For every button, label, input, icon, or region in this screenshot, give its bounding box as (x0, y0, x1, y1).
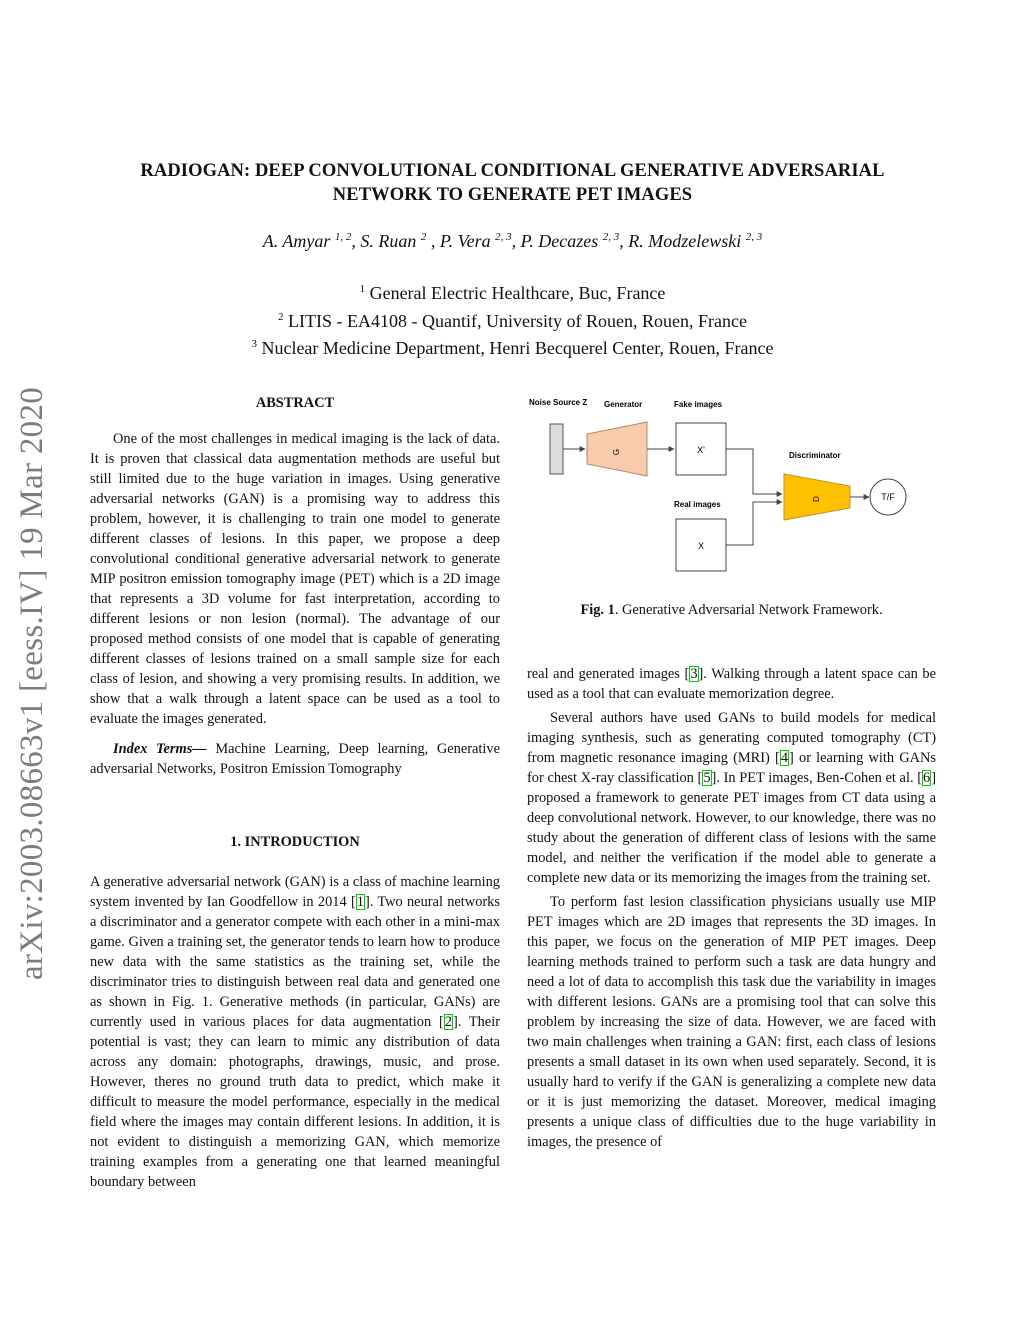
text-run: ]. Their potential is vast; they can learn to mimic any distribution of data across any domain: photographs, drawings, music, and prose. However, theres no ground truth data to predict, which make it difficult to measure the model performance, especially in the medical field where the images may contain different lesions. In addition, it is not evident to distinguish a memorizing GAN, which memorize training examples from a generating one that learned meaningful boundary between (90, 1014, 500, 1190)
text-run: Several authors have used GANs to build models for medical imaging synthesis, such as generating computed tomography (CT) from magnetic resonance imaging (MRI) [ (527, 710, 936, 766)
text-run: ]. In PET images, Ben-Cohen et al. [ (711, 770, 923, 786)
noise-source-block (550, 424, 563, 474)
affiliation-text: General Electric Healthcare, Buc, France (369, 283, 666, 303)
index-terms-label: Index Terms— (113, 741, 207, 757)
author-affil: 1, 2 (334, 231, 352, 243)
affiliation-list (90, 278, 935, 361)
generator-label: Generator (604, 400, 643, 409)
author-affil: 2, 3 (602, 231, 620, 243)
author-name: A. Amyar (262, 231, 331, 251)
abstract-heading: ABSTRACT (255, 395, 335, 411)
author-list (90, 231, 935, 252)
title-line-1: RADIOGAN: DEEP CONVOLUTIONAL CONDITIONAL GENERATIVE ADVERSARIAL (140, 161, 885, 181)
real-images-label: Real images (674, 500, 721, 509)
text-run: A generative adversarial network (GAN) is a class of machine learning system invented by Ian Goodfellow in 2014 [ (90, 874, 500, 910)
figure-caption-label: Fig. 1 (580, 602, 615, 618)
body-paragraph (527, 708, 936, 888)
paper-title (90, 159, 935, 207)
affiliation-number: 3 (251, 338, 257, 350)
affiliation-text: LITIS - EA4108 - Quantif, University of Rouen, Rouen, France (288, 310, 747, 331)
text-run: ] proposed a framework to generate PET images from CT data using a deep convolutional network. However, to our knowledge, there was no study about the generation of different class of lesions with the same model, and neither the verification if the model able to generate a complete new data or its memorizing the images from the training set. (527, 770, 937, 886)
real-image-symbol: X (697, 541, 705, 551)
abstract-section (90, 393, 500, 779)
intro-paragraph (90, 872, 500, 1192)
body-paragraph (527, 664, 936, 704)
figure-caption (527, 602, 936, 619)
gan-framework-figure (527, 390, 936, 600)
discriminator-letter: D (812, 496, 821, 502)
noise-source-label: Noise Source Z (529, 398, 588, 407)
affiliation (90, 278, 935, 306)
fake-image-symbol: X' (697, 445, 705, 455)
citation-link[interactable]: 6 (923, 770, 931, 786)
figure-caption-text: . Generative Adversarial Network Framework. (614, 602, 883, 618)
affiliation-number: 1 (359, 283, 366, 295)
generator-letter: G (612, 448, 621, 456)
author-affil: 2, 3 (495, 231, 512, 243)
text-run: ]. Two neural networks a discriminator and a generator compete with each other in a mini-max game. Given a training set, the generator tends to learn how to produce new data with the same statistics as the training set, while the discriminator tries to distinguish between real data and generated one as shown in Fig. 1. Generative methods (in particular, GANs) are currently used in various places for data augmentation [ (90, 894, 500, 1030)
author-sep: , (351, 231, 361, 251)
body-paragraph: To perform fast lesion classification physicians usually use MIP PET images which are 2D images that represents the 3D images. In this paper, we focus on the generation of MIP PET images. Deep learning methods trained to perform such a task are data hungry and need a lot of data to accomplish this task due the variability in images with different lesions. GANs are a promising tool that can solve this problem by increasing the size of data. However, we are faced with two main challenges when training a GAN: first, each class of lesions presents a small dataset in its own when used separately. Second, it is usually hard to verify if the GAN is generalizing a complete new data or it is just memorizing the dataset. Moreover, medical imaging presents a unique class of difficulties due to the huge variability in images, the presence of (527, 894, 936, 1150)
author-sep: , (426, 231, 440, 251)
affiliation (90, 333, 935, 361)
author-sep: , (619, 231, 629, 251)
right-column-text (527, 664, 936, 1152)
real-to-discriminator-arrow (726, 502, 782, 545)
gan-diagram (527, 390, 936, 600)
citation-link[interactable]: 3 (690, 666, 698, 682)
citation-link[interactable]: 5 (703, 770, 711, 786)
text-run: ]. Walking through a latent space can be used as a tool that can evaluate memorization degree. (527, 666, 937, 702)
introduction-section (90, 832, 500, 1192)
citation-link[interactable]: 1 (356, 894, 364, 910)
affiliation (90, 306, 935, 334)
affiliation-text: Nuclear Medicine Department, Henri Becquerel Center, Rouen, France (261, 338, 774, 358)
author-name: S. Ruan (360, 231, 417, 251)
discriminator-label: Discriminator (789, 451, 841, 460)
author-name: P. Vera (439, 231, 491, 251)
author-sep: , (511, 231, 521, 251)
arxiv-identifier: arXiv:2003.08663v1 [eess.IV] 19 Mar 2020 (14, 386, 50, 980)
index-terms (90, 739, 500, 779)
fake-to-discriminator-arrow (726, 449, 782, 494)
index-terms-text: Machine Learning, Deep learning, Generative adversarial Networks, Positron Emission Tomography (90, 741, 501, 777)
author-name: R. Modzelewski (628, 231, 742, 251)
abstract-text: One of the most challenges in medical imaging is the lack of data. It is proven that classical data augmentation methods are useful but still limited due to the huge variation in images. Using generative adversarial networks (GAN) is a promising way to address this problem, however, it is challenging to train one model to generate different classes of lesions. In this paper, we propose a deep convolutional conditional generative adversarial network to generate MIP positron emission tomography image (PET) which is a 2D image that represents a 3D volume for fast interpretation, according to different lesions or non lesion (normal). The advantage of our proposed method consists of one model that is capable of generating different classes of lesions trained on a small sample size for each class of lesion, and showing a very promising results. In addition, we show that a walk through a latent space can be used as a tool to evaluate the images generated. (90, 431, 500, 727)
text-run: real and generated images [ (527, 666, 690, 682)
author-affil: 2, 3 (745, 231, 763, 243)
fake-images-label: Fake images (674, 400, 723, 409)
title-line-2: NETWORK TO GENERATE PET IMAGES (332, 185, 693, 205)
citation-link[interactable]: 4 (780, 750, 789, 766)
introduction-heading: 1. INTRODUCTION (230, 834, 360, 850)
citation-link[interactable]: 2 (444, 1014, 452, 1030)
affiliation-number: 2 (278, 310, 284, 323)
author-name: P. Decazes (520, 231, 599, 251)
output-label: T/F (881, 492, 895, 502)
text-run: ] or learning with GANs for chest X-ray classification [ (527, 750, 936, 786)
author-affil: 2 (420, 231, 427, 243)
